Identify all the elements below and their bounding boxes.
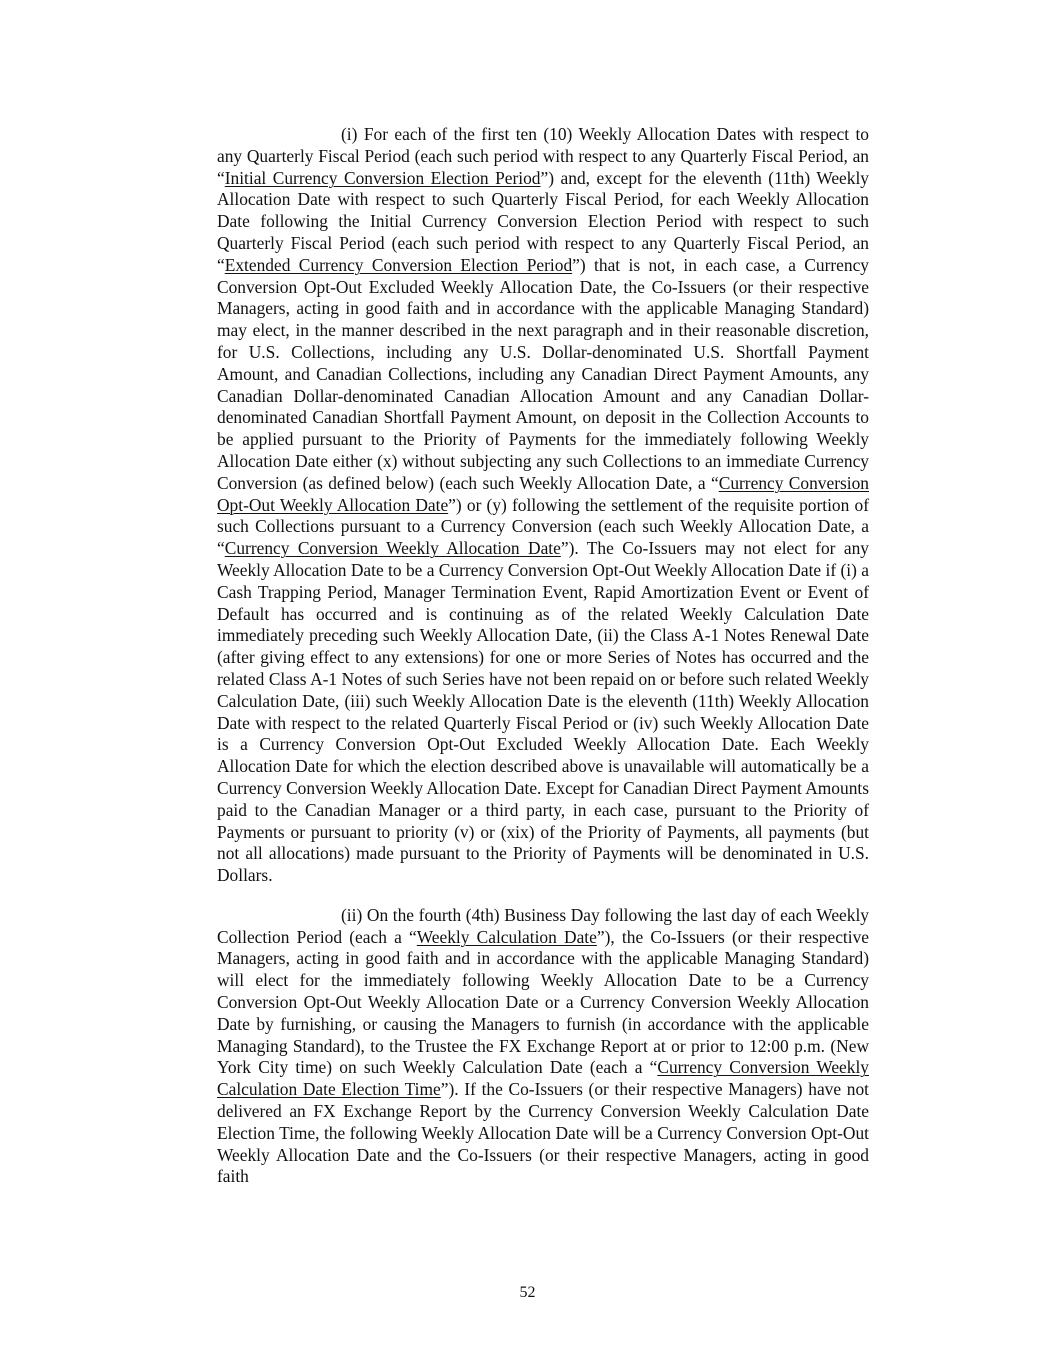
paragraph-ii-text-2: ”), the Co-Issuers (or their respective Managers, acting in good faith and in accordance with the applicable Managing Standard) will elect for the immediately following Weekly Allocation Date to be a Currency Conversion Opt-Out Weekly Allocation Date or a Currency Conversion Weekly Allocation Date by furnishing, or causing the Managers to furnish (in accordance with the applicable Managing Standard), to the Trustee the FX Exchange Report at or prior to 12:00 p.m. (New York City time) on such Weekly Calculation Date (each a “ — [217, 926, 870, 1078]
defined-term-currency-conversion-opt-out-weekly-allocation-date: Currency Conversion Opt-Out Weekly Allocation Date — [217, 472, 869, 515]
paragraph-i — [217, 124, 869, 887]
defined-term-currency-conversion-weekly-allocation-date: Currency Conversion Weekly Allocation Date — [224, 538, 561, 559]
paragraph-ii-text-3: ”). If the Co-Issuers (or their respective Managers) have not delivered an FX Exchange Report by the Currency Conversion Weekly Calculation Date Election Time, the following Weekly Allocation Date will be a Currency Conversion Opt-Out Weekly Allocation Date and the Co-Issuers (or their respective Managers, acting in good faith — [217, 1079, 869, 1187]
paragraph-ii — [217, 905, 869, 1188]
defined-term-extended-currency-conversion-election-period: Extended Currency Conversion Election Period — [224, 254, 573, 275]
page-number: 52 — [519, 1284, 536, 1301]
paragraph-i-text-5: ”). The Co-Issuers may not elect for any Weekly Allocation Date to be a Currency Conversion Opt-Out Weekly Allocation Date if (i) a Cash Trapping Period, Manager Termination Event, Rapid Amortization Event or Event of Default has occurred and is continuing as of the related Weekly Calculation Date immediately preceding such Weekly Allocation Date, (ii) the Class A-1 Notes Renewal Date (after giving effect to any extensions) for one or more Series of Notes has occurred and the related Class A-1 Notes of such Series have not been repaid on or before such related Weekly Calculation Date, (iii) such Weekly Allocation Date is the eleventh (11th) Weekly Allocation Date with respect to the related Quarterly Fiscal Period or (iv) such Weekly Allocation Date is a Currency Conversion Opt-Out Excluded Weekly Allocation Date. Each Weekly Allocation Date for which the election described above is unavailable will automatically be a Currency Conversion Weekly Allocation Date. Except for Canadian Direct Payment Amounts paid to the Canadian Manager or a third party, in each case, pursuant to the Priority of Payments or pursuant to priority (v) or (xix) of the Priority of Payments, all payments (but not all allocations) made pursuant to the Priority of Payments will be denominated in U.S. Dollars. — [217, 538, 869, 886]
paragraph-i-text-4: ”) or (y) following the settlement of the requisite portion of such Collections pursuant to a Currency Conversion (each such Weekly Allocation Date, a “ — [217, 494, 869, 559]
paragraph-i-text-3: ”) that is not, in each case, a Currency Conversion Opt-Out Excluded Weekly Allocation Date, the Co-Issuers (or their respective Managers, acting in good faith and in accordance with the applicable Managing Standard) may elect, in the manner described in the next paragraph and in their reasonable discretion, for U.S. Collections, including any U.S. Dollar-denominated U.S. Shortfall Payment Amount, and Canadian Collections, including any Canadian Direct Payment Amounts, any Canadian Dollar-denominated Canadian Allocation Amount and any Canadian Dollar-denominated Canadian Shortfall Payment Amount, on deposit in the Collection Accounts to be applied pursuant to the Priority of Payments for the immediately following Weekly Allocation Date either (x) without subjecting any such Collections to an immediate Currency Conversion (as defined below) (each such Weekly Allocation Date, a “ — [217, 254, 869, 493]
defined-term-weekly-calculation-date: Weekly Calculation Date — [416, 926, 597, 947]
paragraph-ii-text-1: (ii) On the fourth (4th) Business Day following the last day of each Weekly Collection Period (each a “ — [217, 904, 869, 947]
document-body — [217, 124, 869, 1188]
paragraph-i-text-2: ”) and, except for the eleventh (11th) Weekly Allocation Date with respect to such Quarterly Fiscal Period, for each Weekly Allocation Date following the Initial Currency Conversion Election Period with respect to such Quarterly Fiscal Period (each such period with respect to any Quarterly Fiscal Period, an “ — [217, 167, 869, 275]
defined-term-initial-currency-conversion-election-period: Initial Currency Conversion Election Period — [224, 167, 541, 188]
defined-term-currency-conversion-weekly-calculation-date-election-time: Currency Conversion Weekly Calculation Date Election Time — [217, 1057, 869, 1100]
paragraph-i-text-1: (i) For each of the first ten (10) Weekly Allocation Dates with respect to any Quarterly Fiscal Period (each such period with respect to any Quarterly Fiscal Period, an “ — [217, 124, 869, 188]
